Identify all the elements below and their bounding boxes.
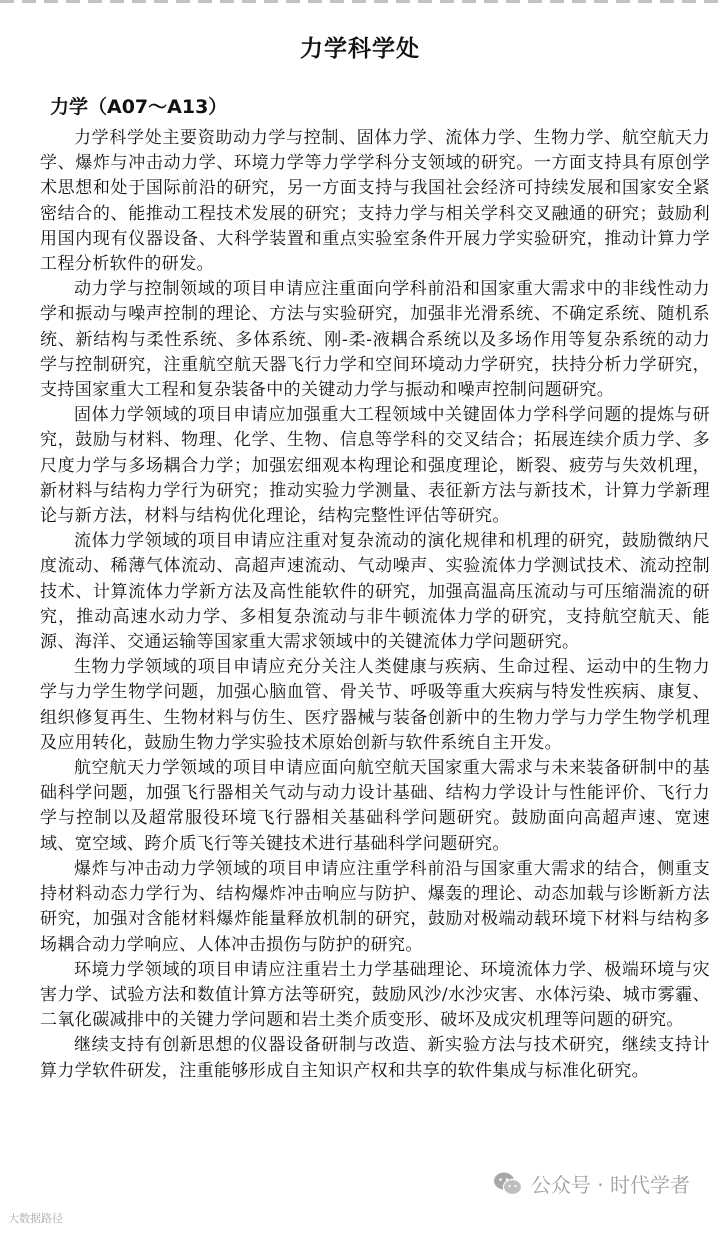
paragraph-fluid-mechanics: 流体力学领域的项目申请应注重对复杂流动的演化规律和机理的研究，鼓励微纳尺度流动、稀薄气体流动、高超声速流动、气动噪声、实验流体力学测试技术、流动控制技术、计算流体力学新方法及高性能软件的研究，加强高温高压流动与可压缩湍流的研究，推动高速水动力学、多相复杂流动与非牛顿流体力学的研究，支持航空航天、能源、海洋、交通运输等国家重大需求领域中的关键流体力学问题研究。 [40,531,710,653]
paragraph-biomechanics: 生物力学领域的项目申请应充分关注人类健康与疾病、生命过程、运动中的生物力学与力学生物学问题，加强心脑血管、骨关节、呼吸等重大疾病与特发性疾病、康复、组织修复再生、生物材料与仿生、医疗器械与装备创新中的生物力学与力学生物学机理及应用转化，鼓励生物力学实验技术原始创新与软件系统自主开发。 [40,657,710,753]
corner-watermark: 大数据路径 [8,1212,63,1225]
paragraph-solid-mechanics: 固体力学领域的项目申请应加强重大工程领域中关键固体力学科学问题的提炼与研究，鼓励与材料、物理、化学、生物、信息等学科的交叉结合；拓展连续介质力学、多尺度力学与多场耦合力学；加强宏细观本构理论和强度理论，断裂、疲劳与失效机理，新材料与结构力学行为研究；推动实验力学测量、表征新方法与新技术，计算力学新理论与新方法，材料与结构优化理论，结构完整性评估等研究。 [40,405,710,527]
top-edge-line [0,0,720,3]
body-text [40,126,710,1084]
paragraph-aerospace-mechanics: 航空航天力学领域的项目申请应面向航空航天国家重大需求与未来装备研制中的基础科学问题，加强飞行器相关气动与动力设计基础、结构力学设计与性能评价、飞行力学与控制以及超常服役环境飞行器相关基础科学问题研究。鼓励面向高超声速、宽速域、宽空域、跨介质飞行等关键技术进行基础科学问题研究。 [40,758,710,854]
wechat-watermark [493,1169,690,1198]
watermark-text: 公众号 · 时代学者 [530,1173,690,1197]
paragraph-environmental-mechanics: 环境力学领域的项目申请应注重岩土力学基础理论、环境流体力学、极端环境与灾害力学、试验方法和数值计算方法等研究，鼓励风沙/水沙灾害、水体污染、城市雾霾、二氧化碳减排中的关键力学问题和岩土类介质变形、破坏及成灾机理等问题的研究。 [40,959,710,1031]
paragraph-overview: 力学科学处主要资助动力学与控制、固体力学、流体力学、生物力学、航空航天力学、爆炸与冲击动力学、环境力学等力学学科分支领域的研究。一方面支持具有原创学术思想和处于国际前沿的研究，另一方面支持与我国社会经济可持续发展和国家安全紧密结合的、能推动工程技术发展的研究；支持力学与相关学科交叉融通的研究；鼓励利用国内现有仪器设备、大科学装置和重点实验室条件开展力学实验研究，推动计算力学工程分析软件的研发。 [40,128,710,275]
paragraph-dynamics-control: 动力学与控制领域的项目申请应注重面向学科前沿和国家重大需求中的非线性动力学和振动与噪声控制的理论、方法与实验研究，加强非光滑系统、不确定系统、随机系统、新结构与柔性系统、多体系统、刚-柔-液耦合系统以及多场作用等复杂系统的动力学与控制研究，注重航空航天器飞行力学和空间环境动力学研究，扶持分析力学研究，支持国家重大工程和复杂装备中的关键动力学与振动和噪声控制问题研究。 [40,279,710,401]
page-title: 力学科学处 [300,36,420,62]
paragraph-explosion-impact: 爆炸与冲击动力学领域的项目申请应注重学科前沿与国家重大需求的结合，侧重支持材料动态力学行为、结构爆炸冲击响应与防护、爆轰的理论、动态加载与诊断新方法研究，加强对含能材料爆炸能量释放机制的研究，鼓励对极端动载环境下材料与结构多场耦合动力学响应、人体冲击损伤与防护的研究。 [40,858,710,955]
paragraph-instruments-software: 继续支持有创新思想的仪器设备研制与改造、新实验方法与技术研究，继续支持计算力学软件研发，注重能够形成自主知识产权和共享的软件集成与标准化研究。 [40,1035,710,1081]
wechat-icon [493,1171,523,1197]
section-heading: 力学（A07～A13） [50,96,228,118]
